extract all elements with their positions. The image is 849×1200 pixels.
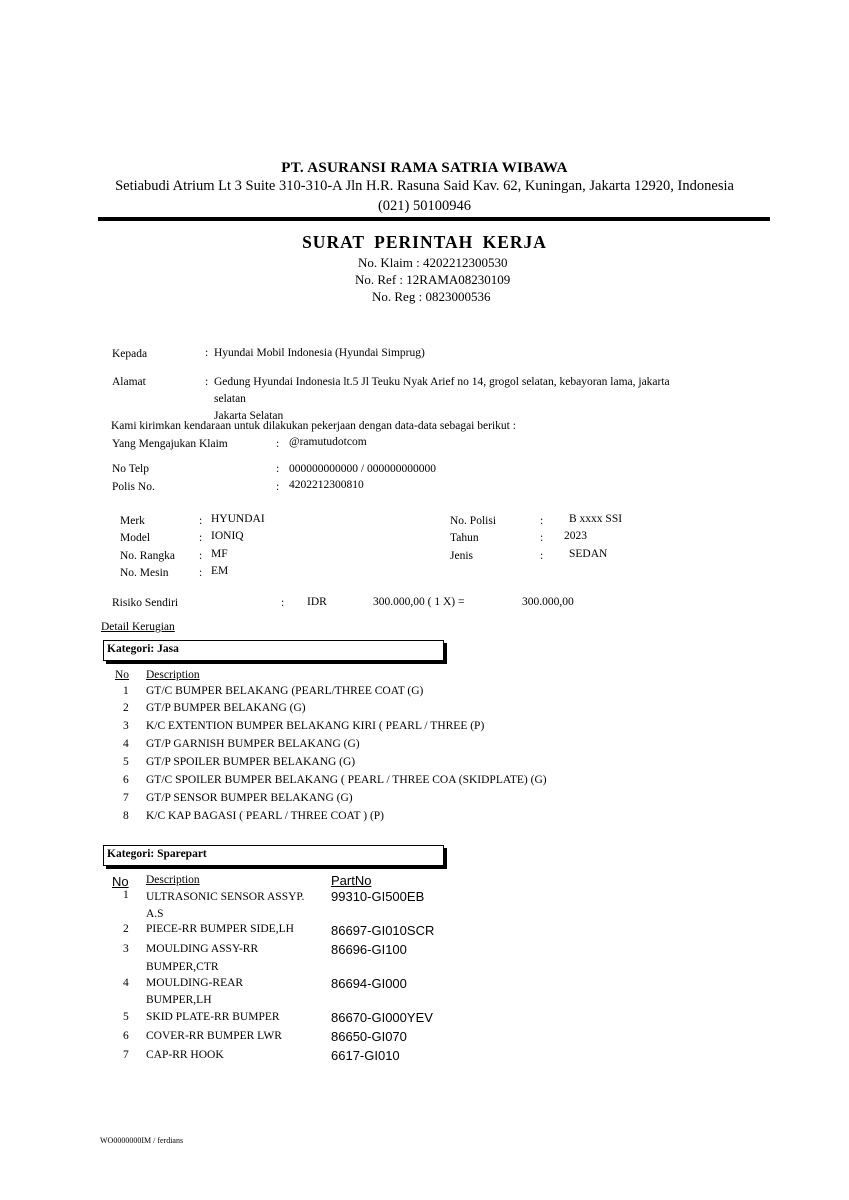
claim-number: No. Klaim : 4202212300530 xyxy=(358,255,508,270)
jasa-item-no: 1 xyxy=(123,685,129,697)
sparepart-item-desc: SKID PLATE-RR BUMPER xyxy=(146,1011,280,1023)
jasa-item-no: 5 xyxy=(123,756,129,768)
sparepart-col-no: No xyxy=(112,874,129,889)
rangka-value: MF xyxy=(211,548,228,560)
jasa-item-desc: GT/P SENSOR BUMPER BELAKANG (G) xyxy=(146,792,353,804)
alamat-label: Alamat xyxy=(112,376,146,388)
footer-reference: WO0000000IM / ferdians xyxy=(100,1136,184,1145)
sparepart-col-description: Description xyxy=(146,874,200,886)
sparepart-category-title: Kategori: Sparepart xyxy=(107,848,207,860)
sparepart-item-partno: 99310-GI500EB xyxy=(331,889,425,904)
reg-number: No. Reg : 0823000536 xyxy=(372,289,491,304)
model-colon: : xyxy=(199,532,203,544)
telp-label: No Telp xyxy=(112,463,149,475)
sparepart-item-desc: COVER-RR BUMPER LWR xyxy=(146,1030,282,1042)
jasa-item-no: 7 xyxy=(123,792,129,804)
sparepart-item-no: 7 xyxy=(123,1049,129,1061)
merk-value: HYUNDAI xyxy=(211,513,265,525)
telp-colon: : xyxy=(276,463,280,475)
jenis-label: Jenis xyxy=(450,550,473,562)
tahun-colon: : xyxy=(540,532,544,544)
tahun-label: Tahun xyxy=(450,532,479,544)
sparepart-item-desc-cont: BUMPER,LH xyxy=(146,994,212,1006)
model-label: Model xyxy=(120,532,151,544)
sparepart-item-partno: 6617-GI010 xyxy=(331,1048,400,1063)
polis-label: Polis No. xyxy=(112,481,155,493)
jenis-value: SEDAN xyxy=(569,548,608,560)
sparepart-item-partno: 86697-GI010SCR xyxy=(331,923,435,938)
jasa-item-desc: GT/P BUMPER BELAKANG (G) xyxy=(146,702,306,714)
sparepart-item-no: 1 xyxy=(123,889,129,901)
merk-colon: : xyxy=(199,515,203,527)
rangka-label: No. Rangka xyxy=(120,550,175,562)
merk-label: Merk xyxy=(120,515,145,527)
sparepart-item-desc: MOULDING ASSY-RR xyxy=(146,943,259,955)
jasa-item-no: 6 xyxy=(123,774,129,786)
document-title: SURAT PERINTAH KERJA xyxy=(302,232,547,252)
risiko-calc: 300.000,00 ( 1 X) = xyxy=(373,596,465,608)
alamat-line1: Gedung Hyundai Indonesia lt.5 Jl Teuku Nyak Arief no 14, grogol selatan, kebayoran lama, jakarta xyxy=(214,376,670,388)
sparepart-item-desc: CAP-RR HOOK xyxy=(146,1049,224,1061)
sparepart-item-no: 2 xyxy=(123,923,129,935)
sparepart-item-desc: MOULDING-REAR xyxy=(146,977,244,989)
sparepart-col-partno: PartNo xyxy=(331,873,372,888)
jasa-col-description: Description xyxy=(146,669,200,681)
polis-value: 4202212300810 xyxy=(289,479,364,491)
company-name: PT. ASURANSI RAMA SATRIA WIBAWA xyxy=(281,160,568,176)
sparepart-item-partno: 86670-GI000YEV xyxy=(331,1010,433,1025)
kepada-colon: : xyxy=(205,347,209,359)
jasa-item-desc: K/C KAP BAGASI ( PEARL / THREE COAT ) (P) xyxy=(146,810,385,822)
claimant-label: Yang Mengajukan Klaim xyxy=(112,438,228,450)
jasa-item-desc: K/C EXTENTION BUMPER BELAKANG KIRI ( PEARL / THREE (P) xyxy=(146,720,485,732)
polisi-label: No. Polisi xyxy=(450,515,497,527)
alamat-colon: : xyxy=(205,376,209,388)
jasa-category-title: Kategori: Jasa xyxy=(107,643,179,655)
kepada-label: Kepada xyxy=(112,348,148,360)
polisi-value: B xxxx SSI xyxy=(569,513,623,525)
alamat-city: Jakarta Selatan xyxy=(214,410,284,422)
sparepart-item-desc: PIECE-RR BUMPER SIDE,LH xyxy=(146,923,294,935)
model-value: IONIQ xyxy=(211,530,244,542)
jasa-category-box xyxy=(103,640,444,661)
risiko-label: Risiko Sendiri xyxy=(112,597,179,609)
sparepart-item-no: 4 xyxy=(123,977,129,989)
risiko-total: 300.000,00 xyxy=(522,596,574,608)
claimant-value: @ramutudotcom xyxy=(289,436,367,448)
company-address: Setiabudi Atrium Lt 3 Suite 310-310-A Jln H.R. Rasuna Said Kav. 62, Kuningan, Jakarta 12920, Indonesia xyxy=(115,178,734,194)
tahun-value: 2023 xyxy=(564,530,587,542)
sparepart-item-partno: 86694-GI000 xyxy=(331,976,407,991)
jasa-item-desc: GT/P SPOILER BUMPER BELAKANG (G) xyxy=(146,756,356,768)
sparepart-item-no: 6 xyxy=(123,1030,129,1042)
kepada-value: Hyundai Mobil Indonesia (Hyundai Simprug) xyxy=(214,347,425,359)
jasa-item-no: 4 xyxy=(123,738,129,750)
sparepart-item-partno: 86696-GI100 xyxy=(331,942,407,957)
jenis-colon: : xyxy=(540,550,544,562)
claimant-colon: : xyxy=(276,438,280,450)
jasa-item-desc: GT/P GARNISH BUMPER BELAKANG (G) xyxy=(146,738,360,750)
jasa-col-no: No xyxy=(115,669,130,681)
risiko-currency: IDR xyxy=(307,596,327,608)
sparepart-item-desc-cont: A.S xyxy=(146,908,164,920)
polis-colon: : xyxy=(276,481,280,493)
jasa-item-desc: GT/C SPOILER BUMPER BELAKANG ( PEARL / THREE COA (SKIDPLATE) (G) xyxy=(146,774,547,786)
sparepart-category-box xyxy=(103,845,444,866)
header-divider xyxy=(98,217,770,221)
ref-number: No. Ref : 12RAMA08230109 xyxy=(355,272,511,287)
risiko-colon: : xyxy=(281,597,285,609)
rangka-colon: : xyxy=(199,550,203,562)
jasa-item-no: 3 xyxy=(123,720,129,732)
detail-kerugian-label: Detail Kerugian xyxy=(101,621,175,633)
sparepart-item-no: 5 xyxy=(123,1011,129,1023)
mesin-colon: : xyxy=(199,567,203,579)
jasa-item-desc: GT/C BUMPER BELAKANG (PEARL/THREE COAT (G) xyxy=(146,685,424,697)
sparepart-item-no: 3 xyxy=(123,943,129,955)
company-phone: (021) 50100946 xyxy=(377,198,472,214)
sparepart-item-desc-cont: BUMPER,CTR xyxy=(146,961,219,973)
mesin-label: No. Mesin xyxy=(120,567,169,579)
polisi-colon: : xyxy=(540,515,544,527)
alamat-line2: selatan xyxy=(214,393,246,405)
telp-value: 000000000000 / 000000000000 xyxy=(289,463,436,475)
jasa-item-no: 8 xyxy=(123,810,129,822)
mesin-value: EM xyxy=(211,565,229,577)
jasa-item-no: 2 xyxy=(123,702,129,714)
intro-text: Kami kirimkan kendaraan untuk dilakukan pekerjaan dengan data-data sebagai berikut : xyxy=(111,420,516,432)
sparepart-item-desc: ULTRASONIC SENSOR ASSYP. xyxy=(146,891,305,903)
sparepart-item-partno: 86650-GI070 xyxy=(331,1029,407,1044)
